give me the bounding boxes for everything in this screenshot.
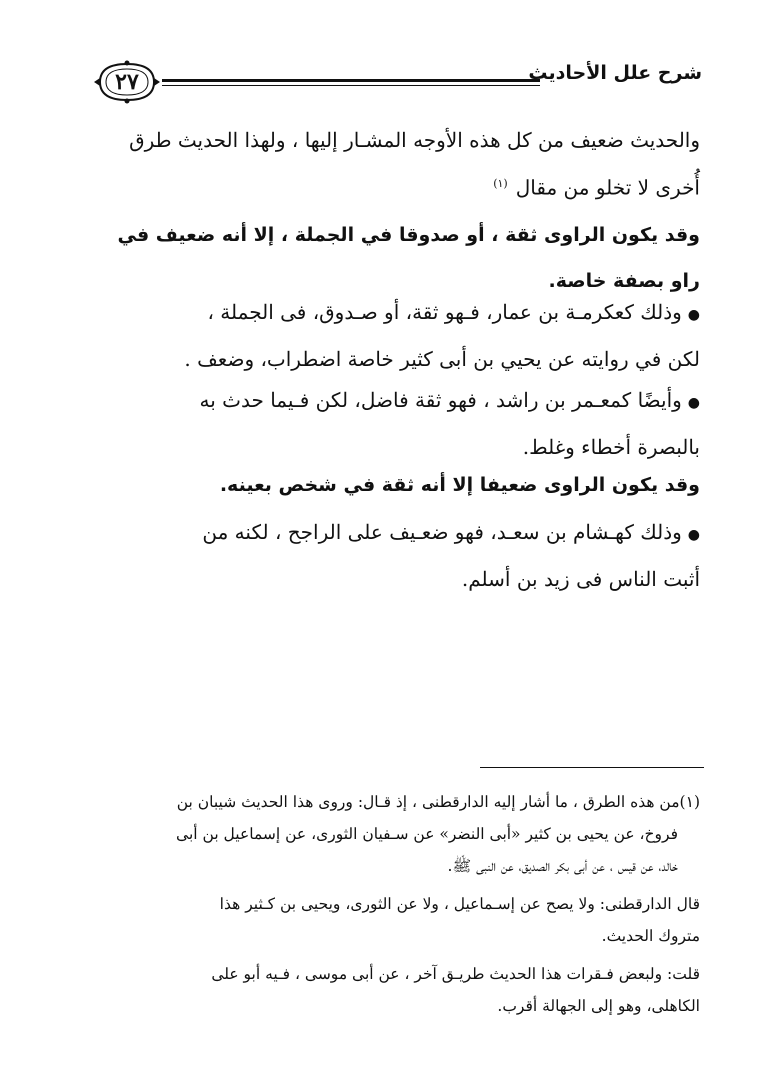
- footnote-3: [102, 958, 700, 1022]
- text-line: وذلك كهـشام بن سعـد، فهو ضعـيف على الراجح ، لكنه من: [202, 520, 682, 544]
- footnote-line: الكاهلى، وهو إلى الجهالة أقرب.: [497, 997, 700, 1015]
- footnote-1: [102, 786, 700, 882]
- text-line: والحديث ضعيف من كل هذه الأوجه المشـار إليها ، ولهذا الحديث طرق: [129, 128, 700, 152]
- footnote-line: خالد، عن قيس ، عن أبى بكر الصديق، عن النبى ﷺ.: [447, 857, 678, 875]
- footnote-separator: [480, 767, 704, 768]
- header-rule: [162, 79, 540, 82]
- text-line: وذلك كعكرمـة بن عمار، فـهو ثقة، أو صـدوق، فى الجملة ،: [207, 300, 682, 324]
- text-line: وأيضًا كمعـمر بن راشد ، فهو ثقة فاضل، لكن فـيما حدث به: [199, 388, 682, 412]
- footnote-line: متروك الحديث.: [601, 927, 700, 945]
- footnote-line: قال الدارقطنى: ولا يصح عن إسـماعيل ، ولا عن الثورى، ويحيى بن كـثير هذا: [219, 895, 700, 913]
- bullet-icon: ●: [687, 307, 700, 323]
- heading-line: راو بصفة خاصة.: [548, 270, 700, 292]
- text-line: أثبت الناس فى زيد بن أسلم.: [461, 567, 700, 591]
- paragraph-4: [102, 510, 700, 601]
- paragraph-3: [102, 378, 700, 469]
- bullet-icon: ●: [687, 527, 700, 543]
- footnote-line: فروخ، عن يحيى بن كثير «أبى النضر» عن سـفيان الثورى، عن إسماعيل بن أبى: [176, 825, 678, 843]
- page-number-ornament: [92, 60, 162, 104]
- bullet-icon: ●: [687, 395, 700, 411]
- running-title: شرح علل الأحاديث: [528, 62, 702, 84]
- paragraph-1: [102, 118, 700, 210]
- running-header: [92, 58, 702, 110]
- footnote-line: قلت: ولبعض فـقرات هذا الحديث طريـق آخر ، عن أبى موسى ، فـيه أبو على: [211, 965, 700, 983]
- text-line: أُخرى لا تخلو من مقال: [515, 175, 700, 200]
- footnote-reference[interactable]: (١): [493, 177, 508, 190]
- heading-line: وقد يكون الراوى ثقة ، أو صدوقا في الجملة ، إلا أنه ضعيف في: [117, 224, 700, 246]
- text-line: بالبصرة أخطاء وغلط.: [522, 435, 700, 459]
- text-line: لكن في روايته عن يحيي بن أبى كثير خاصة اضطراب، وضعف .: [184, 347, 700, 371]
- section-heading-2: [102, 462, 700, 508]
- footnote-2: [102, 888, 700, 952]
- paragraph-2: [102, 290, 700, 381]
- footnote-marker: (١): [679, 793, 700, 811]
- footnote-line: من هذه الطرق ، ما أشار إليه الدارقطنى ، إذ قـال: وروى هذا الحديث شيبان بن: [176, 793, 680, 811]
- heading-line: وقد يكون الراوى ضعيفا إلا أنه ثقة في شخص بعينه.: [219, 474, 700, 496]
- page-number: ٢٧: [115, 69, 139, 95]
